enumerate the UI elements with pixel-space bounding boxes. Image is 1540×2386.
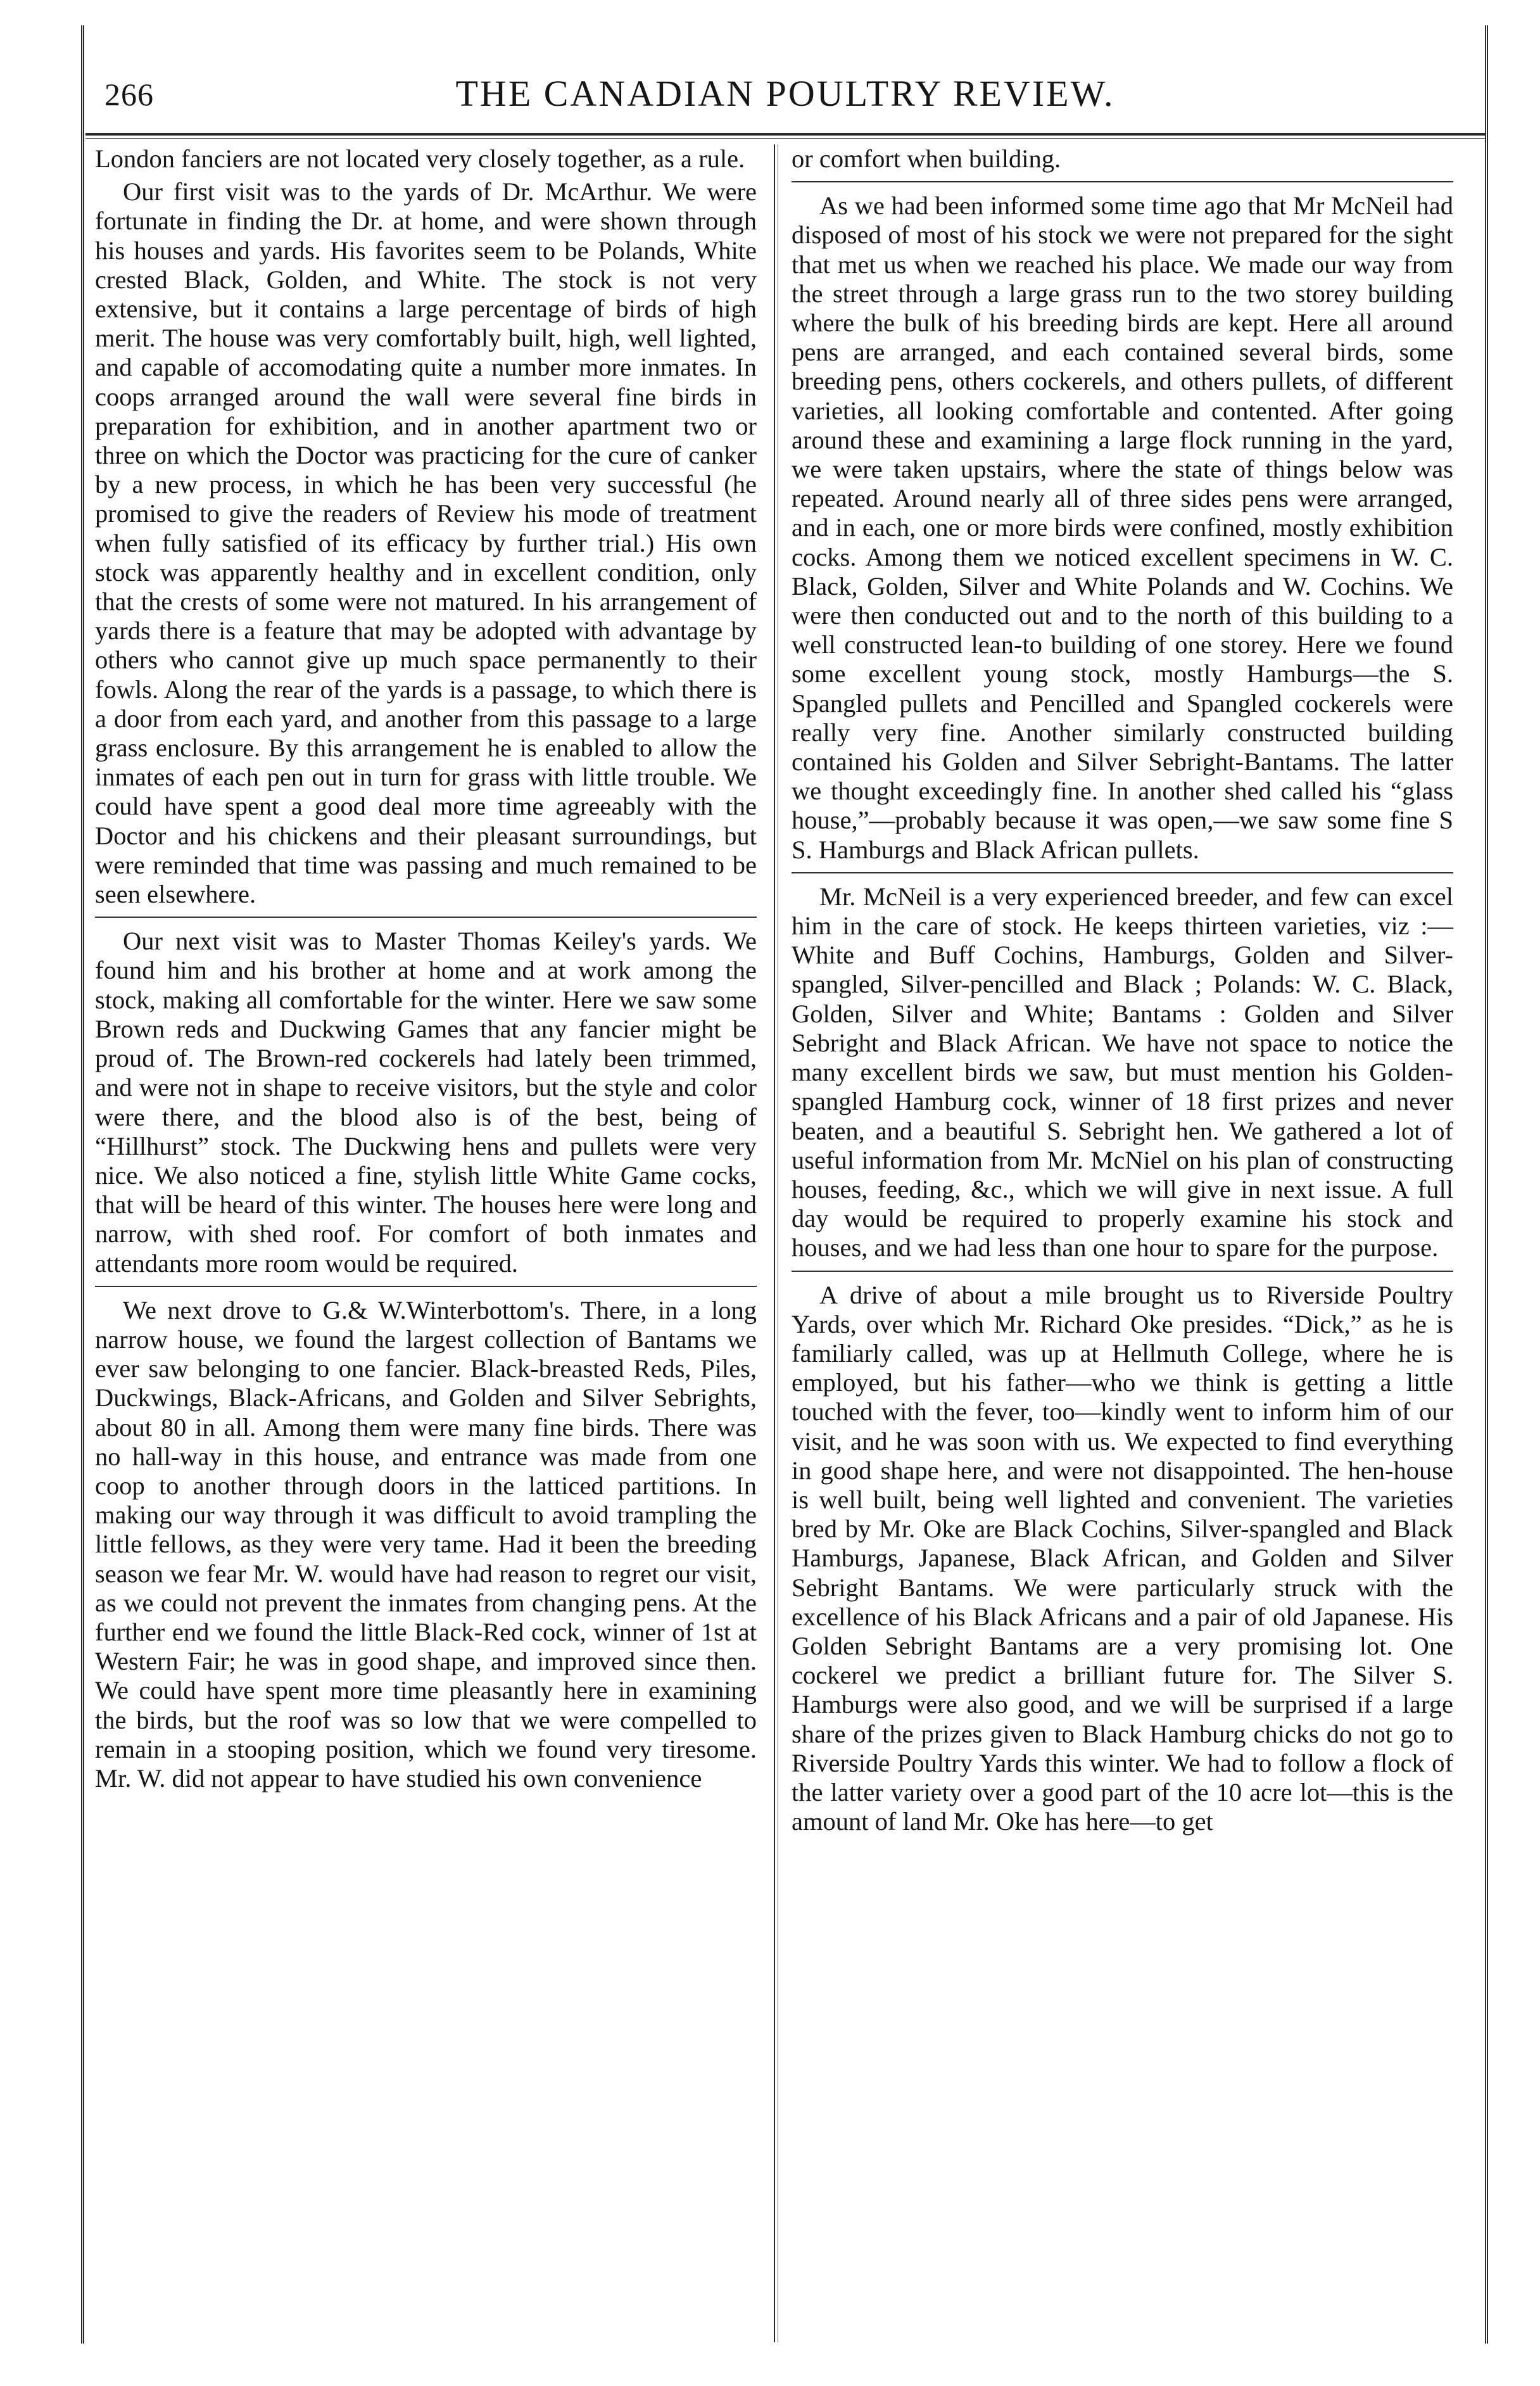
page-header [85, 63, 1485, 133]
section-separator [792, 181, 1453, 182]
section-separator [792, 1271, 1453, 1272]
page-number: 266 [104, 77, 154, 112]
section-separator [792, 872, 1453, 873]
journal-title: THE CANADIAN POULTRY REVIEW. [455, 73, 1115, 114]
section-separator [95, 917, 757, 918]
paragraph: As we had been informed some time ago that Mr McNeil had disposed of most of his stock we were not prepared for the sight that met us when we reached his place. We made our way from the street through a large grass run to the two storey building where the bulk of his breeding birds are kept. Here all around pens are arranged, and each contained several birds, some breeding pens, others cockerels, and others pullets, of different varieties, all looking comfortable and contented. After going around these and examining a large flock running in the yard, we were taken upstairs, where the state of things below was repeated. Around nearly all of three sides pens were arranged, and in each, one or more birds were confined, mostly exhibition cocks. Among them we noticed excellent specimens in W. C. Black, Golden, Silver and White Polands and W. Cochins. We were then conducted out and to the north of this building to a well constructed lean-to building of one storey. Here we found some excellent young stock, mostly Hamburgs—the S. Spangled pullets and Pencilled and Spangled cockerels were really very fine. Another similarly constructed building contained his Golden and Silver Sebright-Bantams. The latter we thought exceedingly fine. In another shed called his “glass house,”—probably because it was open,—we saw some fine S S. Hamburgs and Black African pullets. [792, 191, 1453, 864]
header-rule-thin [85, 138, 1485, 139]
section-separator [95, 1286, 757, 1287]
paragraph: Mr. McNeil is a very experienced breeder, and few can excel him in the care of stock. He keeps thirteen varieties, viz :—White and Buff Cochins, Hamburgs, Golden and Silver-spangled, Silver-pencilled and Black ; Polands: W. C. Black, Golden, Silver and White; Bantams : Golden and Silver Sebright and Black African. We have not space to notice the many excellent birds we saw, but must mention his Golden-spangled Hamburg cock, winner of 18 first prizes and never beaten, and a beautiful S. Sebright hen. We gathered a lot of useful information from Mr. McNiel on his plan of constructing houses, feeding, &c., which we will give in next issue. A full day would be required to properly examine his stock and houses, and we had less than one hour to spare for the purpose. [792, 882, 1453, 1262]
left-column [95, 144, 757, 1797]
column-divider [774, 144, 775, 2342]
right-column [792, 144, 1453, 1840]
header-rule [85, 133, 1485, 136]
paragraph: London fanciers are not located very closely together, as a rule. [95, 144, 745, 173]
paragraph: A drive of about a mile brought us to Riverside Poultry Yards, over which Mr. Richard Oke presides. “Dick,” as he is familiarly called, was up at Hellmuth College, where he is employed, but his father—who we think is getting a little touched with the fever, too—kindly went to inform him of our visit, and he was soon with us. We expected to find everything in good shape here, and were not disappointed. The hen-house is well built, being well lighted and convenient. The varieties bred by Mr. Oke are Black Cochins, Silver-spangled and Black Hamburgs, Japanese, Black African, and Golden and Silver Sebright Bantams. We were particularly struck with the excellence of his Black Africans and a pair of old Japanese. His Golden Sebright Bantams are a very promising lot. One cockerel we predict a brilliant future for. The Silver S. Hamburgs were also good, and we will be surprised if a large share of the prizes given to Black Hamburg chicks do not go to Riverside Poultry Yards this winter. We had to follow a flock of the latter variety over a good part of the 10 acre lot—this is the amount of land Mr. Oke has here—to get [792, 1280, 1453, 1836]
paragraph: or comfort when building. [792, 144, 1061, 173]
paragraph: Our first visit was to the yards of Dr. McArthur. We were fortunate in finding the Dr. at home, and were shown through his houses and yards. His favorites seem to be Polands, White crested Black, Golden, and White. The stock is not very extensive, but it contains a large percentage of birds of high merit. The house was very comfortably built, high, well lighted, and capable of accomodating quite a number more inmates. In coops arranged around the wall were several fine birds in preparation for exhibition, and in another apartment two or three on which the Doctor was practicing for the cure of canker by a new process, in which he has been very successful (he promised to give the readers of Review his mode of treatment when fully satisfied of its efficacy by further trial.) His own stock was apparently healthy and in excellent condition, only that the crests of some were not matured. In his arrangement of yards there is a feature that may be adopted with advantage by others who cannot give up much space permanently to their fowls. Along the rear of the yards is a passage, to which there is a door from each yard, and another from this passage to a large grass enclosure. By this arrangement he is enabled to allow the inmates of each pen out in turn for grass with little trouble. We could have spent a good deal more time agreeably with the Doctor and his chickens and their pleasant surroundings, but were reminded that time was passing and much remained to be seen elsewhere. [95, 177, 757, 909]
paragraph: Our next visit was to Master Thomas Keiley's yards. We found him and his brother at home and at work among the stock, making all comfortable for the winter. Here we saw some Brown reds and Duckwing Games that any fancier might be proud of. The Brown-red cockerels had lately been trimmed, and were not in shape to receive visitors, but the style and color were there, and the blood also is of the best, being of “Hillhurst” stock. The Duckwing hens and pullets were very nice. We also noticed a fine, stylish little White Game cocks, that will be heard of this winter. The houses here were long and narrow, with shed roof. For comfort of both inmates and attendants more room would be required. [95, 927, 757, 1278]
paragraph: We next drove to G.& W.Winterbottom's. There, in a long narrow house, we found the largest collection of Bantams we ever saw belonging to one fancier. Black-breasted Reds, Piles, Duckwings, Black-Africans, and Golden and Silver Sebrights, about 80 in all. Among them were many fine birds. There was no hall-way in this house, and entrance was made from one coop to another through doors in the latticed partitions. In making our way through it was difficult to avoid trampling the little fellows, as they were very tame. Had it been the breeding season we fear Mr. W. would have had reason to regret our visit, as we could not prevent the inmates from changing pens. At the further end we found the little Black-Red cock, winner of 1st at Western Fair; he was in good shape, and improved since then. We could have spent more time pleasantly here in examining the birds, but the roof was so low that we were compelled to remain in a stooping position, which we found very tiresome. Mr. W. did not appear to have studied his own convenience [95, 1295, 757, 1793]
